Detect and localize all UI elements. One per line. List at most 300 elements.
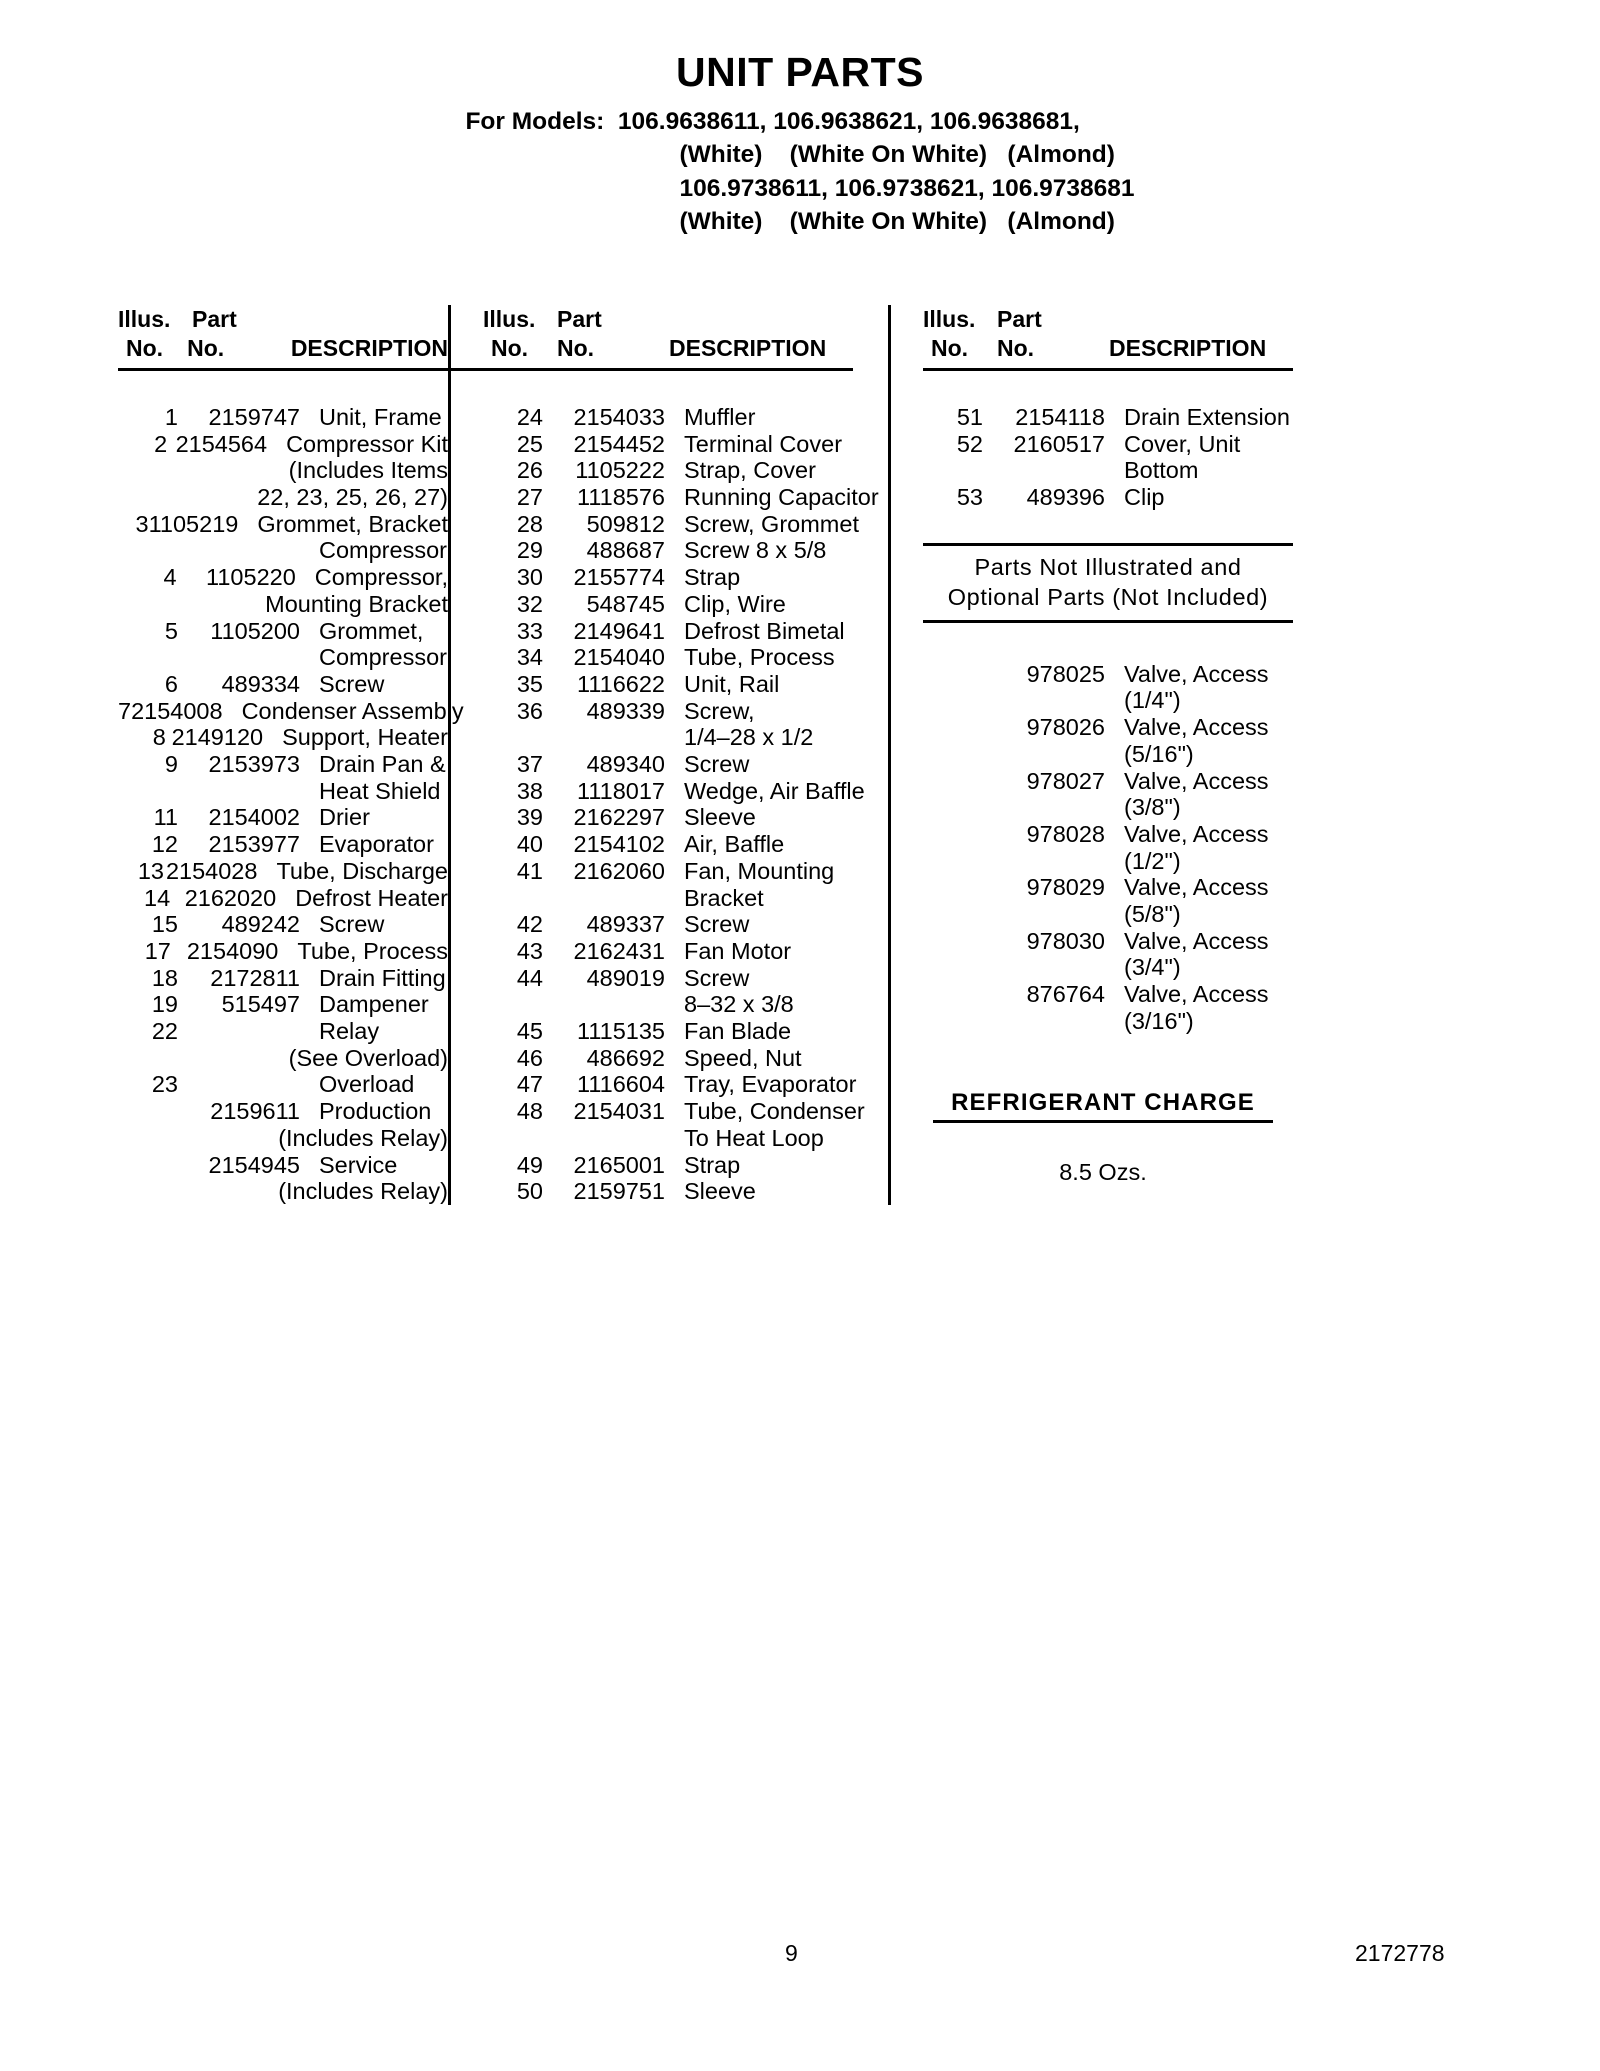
column-1-rows xyxy=(118,403,464,1205)
parts-row xyxy=(483,457,888,484)
part-description: Running Capacitor xyxy=(684,483,879,510)
parts-columns xyxy=(0,305,1600,1205)
part-number xyxy=(158,484,239,511)
part-number: 2165001 xyxy=(573,1151,665,1178)
illus-number: 51 xyxy=(956,403,983,430)
parts-row xyxy=(483,404,888,431)
illus-number xyxy=(923,928,983,955)
part-description: Sleeve xyxy=(684,1178,756,1205)
part-number: 2159751 xyxy=(573,1178,665,1205)
illus-number xyxy=(118,1125,165,1152)
not-illustrated-title-line-2: Optional Parts (Not Included) xyxy=(947,583,1269,610)
model-line-1: For Models: 106.9638611, 106.9638621, 106.9638681, xyxy=(465,108,1080,135)
not-illustrated-title xyxy=(923,546,1293,617)
parts-row xyxy=(118,697,464,725)
parts-row xyxy=(118,965,448,992)
illus-number: 27 xyxy=(516,483,543,510)
part-description: Drain Extension xyxy=(1124,403,1290,430)
illus-number xyxy=(923,741,983,768)
part-number xyxy=(178,644,300,671)
illus-number: 5 xyxy=(164,617,178,644)
parts-row xyxy=(118,1071,448,1098)
parts-row xyxy=(483,1152,888,1179)
part-description: Strap, Cover xyxy=(684,457,816,484)
part-number: 2154118 xyxy=(1015,403,1105,430)
illus-number: 49 xyxy=(516,1151,543,1178)
part-description: (5/16") xyxy=(1124,740,1194,767)
illus-number xyxy=(118,644,178,671)
parts-row xyxy=(118,858,448,885)
refrigerant-charge-section xyxy=(923,1089,1328,1186)
illus-number xyxy=(923,661,983,688)
column-3-rows xyxy=(923,404,1328,511)
column-2-header xyxy=(483,305,888,367)
part-description: Strap xyxy=(684,564,741,591)
illus-number: 29 xyxy=(516,537,543,564)
illus-number: 45 xyxy=(516,1018,543,1045)
parts-row xyxy=(923,928,1328,955)
part-description: Evaporator xyxy=(319,831,434,858)
part-number: 1116622 xyxy=(577,670,665,697)
part-description: Tube, Discharge xyxy=(276,857,448,884)
illus-number xyxy=(118,457,168,484)
illus-number xyxy=(118,1178,165,1205)
header-part-line2: No. xyxy=(187,335,225,362)
parts-row xyxy=(118,751,448,778)
part-number xyxy=(543,885,665,912)
parts-row xyxy=(483,1045,888,1072)
part-description: Valve, Access xyxy=(1124,767,1269,794)
illus-number: 32 xyxy=(516,590,543,617)
parts-row xyxy=(483,618,888,645)
part-description: Tray, Evaporator xyxy=(684,1071,857,1098)
part-number: 1116604 xyxy=(577,1071,665,1098)
part-description: Fan Blade xyxy=(684,1018,792,1045)
refrigerant-charge-value: 8.5 Ozs. xyxy=(1059,1158,1147,1185)
illus-number: 14 xyxy=(144,884,171,911)
parts-row xyxy=(118,537,448,564)
model-line-2: (White) (White On White) (Almond) xyxy=(679,141,1115,169)
illus-number: 44 xyxy=(516,964,543,991)
illus-number: 48 xyxy=(516,1098,543,1125)
parts-row xyxy=(118,1125,448,1152)
illus-number xyxy=(923,794,983,821)
part-number: 2154090 xyxy=(186,937,279,964)
part-description: Relay xyxy=(319,1018,380,1045)
part-number: 2154102 xyxy=(573,831,665,858)
parts-row xyxy=(483,831,888,858)
part-description: Tube, Process xyxy=(297,937,448,964)
parts-row xyxy=(483,885,888,912)
part-description: Compressor Kit xyxy=(286,430,448,457)
header-illus-line1: Illus. xyxy=(118,306,171,332)
part-description: (1/2") xyxy=(1124,847,1181,874)
parts-row xyxy=(118,591,448,618)
part-description: Compressor, xyxy=(314,564,448,591)
column-2-rows xyxy=(483,404,888,1205)
illus-number: 26 xyxy=(516,457,543,484)
parts-row xyxy=(118,484,448,511)
parts-row xyxy=(118,1152,448,1179)
part-number: 2162431 xyxy=(573,937,665,964)
part-number: 489340 xyxy=(586,751,665,778)
part-description: Heat Shield xyxy=(319,777,441,804)
part-number xyxy=(178,1071,300,1098)
part-description: Grommet, xyxy=(319,617,424,644)
part-description: Valve, Access xyxy=(1124,660,1269,687)
parts-row xyxy=(118,564,448,591)
illus-number: 28 xyxy=(516,510,543,537)
part-number xyxy=(543,991,665,1018)
header-illus-line2: No. xyxy=(931,335,969,362)
part-number: 2154033 xyxy=(573,403,665,430)
illus-number xyxy=(483,1125,543,1152)
part-number xyxy=(983,457,1105,484)
part-description: Valve, Access xyxy=(1124,927,1269,954)
parts-row xyxy=(923,1008,1328,1035)
part-description: Overload xyxy=(319,1071,415,1098)
part-description: Service xyxy=(319,1151,398,1178)
illus-number xyxy=(923,954,983,981)
header-description: DESCRIPTION xyxy=(1109,335,1267,362)
parts-row xyxy=(483,911,888,938)
parts-row xyxy=(483,751,888,778)
part-number xyxy=(983,954,1105,981)
illus-number xyxy=(923,901,983,928)
parts-row xyxy=(118,938,448,965)
illus-number: 37 xyxy=(516,751,543,778)
part-number: 548745 xyxy=(586,590,665,617)
header-part-line1: Part xyxy=(997,306,1042,332)
part-number xyxy=(165,1125,260,1152)
not-illustrated-rows xyxy=(923,661,1328,1035)
parts-row xyxy=(923,661,1328,688)
parts-row xyxy=(923,794,1328,821)
illus-number: 17 xyxy=(144,937,171,964)
part-number: 489019 xyxy=(586,964,665,991)
part-number: 2153977 xyxy=(208,831,300,858)
illus-number: 41 xyxy=(516,857,543,884)
part-number: 978028 xyxy=(1026,820,1105,847)
part-description: Defrost Heater xyxy=(295,884,448,911)
part-description: To Heat Loop xyxy=(684,1124,824,1151)
page-header xyxy=(0,0,1600,238)
part-number: 2162060 xyxy=(573,857,665,884)
parts-row xyxy=(483,804,888,831)
part-description: Valve, Access xyxy=(1124,874,1269,901)
illus-number: 52 xyxy=(956,430,983,457)
part-number: 1118576 xyxy=(577,483,665,510)
part-number xyxy=(543,1125,665,1152)
column-3-header-rule xyxy=(923,368,1293,371)
parts-column-1 xyxy=(0,305,464,1205)
illus-number: 40 xyxy=(516,831,543,858)
part-number: 489339 xyxy=(586,697,665,724)
part-number: 509812 xyxy=(586,510,665,537)
parts-row xyxy=(483,671,888,698)
parts-row xyxy=(483,1178,888,1205)
parts-row xyxy=(923,954,1328,981)
illus-number xyxy=(118,591,160,618)
parts-row xyxy=(118,804,448,831)
part-number xyxy=(983,687,1105,714)
part-description: Fan, Mounting xyxy=(684,857,835,884)
document-number: 2172778 xyxy=(1355,1940,1445,1966)
part-number: 2149641 xyxy=(573,617,665,644)
part-description: Drain Pan & xyxy=(319,751,446,778)
illus-number: 46 xyxy=(516,1044,543,1071)
part-number xyxy=(178,778,300,805)
illus-number: 24 xyxy=(516,403,543,430)
part-number xyxy=(160,591,246,618)
illus-number xyxy=(923,848,983,875)
illus-number: 15 xyxy=(151,911,178,938)
part-description: Dampener xyxy=(319,991,429,1018)
illus-number xyxy=(118,778,178,805)
part-number: 2162297 xyxy=(573,804,665,831)
illus-number: 12 xyxy=(151,831,178,858)
header-part-line1: Part xyxy=(192,306,237,332)
part-number: 489334 xyxy=(221,670,300,697)
part-number: 1105219 xyxy=(148,510,239,537)
illus-number: 50 xyxy=(516,1178,543,1205)
illus-number xyxy=(923,457,983,484)
illus-number xyxy=(923,768,983,795)
part-description: Compressor xyxy=(319,537,447,564)
parts-row xyxy=(923,874,1328,901)
part-description: Screw xyxy=(319,911,385,938)
illus-number xyxy=(923,1008,983,1035)
part-description: (1/4") xyxy=(1124,687,1181,714)
illus-number: 2 xyxy=(154,430,168,457)
part-description: Screw xyxy=(684,751,750,778)
part-description: Tube, Condenser xyxy=(684,1098,865,1125)
parts-row xyxy=(118,1045,448,1072)
header-part-line2: No. xyxy=(997,335,1035,362)
illus-number: 36 xyxy=(516,697,543,724)
part-description: (Includes Items xyxy=(288,457,448,484)
part-description: Clip xyxy=(1124,483,1165,510)
part-number xyxy=(983,741,1105,768)
illus-number: 38 xyxy=(516,777,543,804)
parts-row xyxy=(483,484,888,511)
illus-number: 53 xyxy=(956,483,983,510)
model-numbers-block xyxy=(465,105,1134,238)
part-number xyxy=(543,724,665,751)
parts-row xyxy=(118,671,448,698)
illus-number: 22 xyxy=(151,1018,178,1045)
part-description: Terminal Cover xyxy=(684,430,843,457)
part-number: 2159611 xyxy=(210,1098,300,1125)
column-1-header xyxy=(118,305,448,367)
illus-number: 43 xyxy=(516,937,543,964)
part-description: Valve, Access xyxy=(1124,714,1269,741)
part-number: 2154040 xyxy=(573,644,665,671)
parts-row xyxy=(118,618,448,645)
part-number: 2155774 xyxy=(573,564,665,591)
header-illus-line2: No. xyxy=(491,335,529,362)
part-description: Bottom xyxy=(1124,457,1199,484)
column-3-header xyxy=(923,305,1328,367)
column-2-header-rule xyxy=(483,368,853,371)
part-description: Drain Fitting xyxy=(319,964,446,991)
part-number: 978027 xyxy=(1026,767,1105,794)
part-description: Unit, Frame xyxy=(319,403,442,430)
part-description: Support, Heater xyxy=(282,724,448,751)
parts-row xyxy=(923,741,1328,768)
parts-row xyxy=(483,858,888,885)
part-description: Clip, Wire xyxy=(684,590,786,617)
part-description: Strap xyxy=(684,1151,741,1178)
parts-row xyxy=(118,911,448,938)
part-number: 2172811 xyxy=(210,964,300,991)
illus-number: 33 xyxy=(516,617,543,644)
part-number: 2160517 xyxy=(1013,430,1105,457)
illus-number xyxy=(923,714,983,741)
part-description: Mounting Bracket xyxy=(265,590,448,617)
parts-row xyxy=(923,848,1328,875)
part-description: Screw, Grommet xyxy=(684,510,859,537)
parts-row xyxy=(483,1125,888,1152)
illus-number: 1 xyxy=(164,403,178,430)
parts-column-3 xyxy=(888,305,1328,1205)
part-number: 489396 xyxy=(1026,483,1105,510)
part-number: 1105222 xyxy=(575,457,665,484)
model-line-3: 106.9738611, 106.9738621, 106.9738681 xyxy=(679,174,1135,202)
part-description: Bracket xyxy=(684,884,764,911)
illus-number xyxy=(923,687,983,714)
part-description: Valve, Access xyxy=(1124,981,1269,1008)
parts-row xyxy=(483,991,888,1018)
part-description: Screw 8 x 5/8 xyxy=(684,537,827,564)
parts-row xyxy=(483,1018,888,1045)
part-number xyxy=(168,457,270,484)
parts-row xyxy=(483,724,888,751)
part-description: (3/16") xyxy=(1124,1007,1194,1034)
part-description: Compressor xyxy=(319,644,447,671)
illus-number xyxy=(118,1098,178,1125)
header-part-line2: No. xyxy=(557,335,595,362)
parts-row xyxy=(923,901,1328,928)
not-illustrated-rule-bottom xyxy=(923,620,1293,623)
part-number: 1118017 xyxy=(577,777,665,804)
part-number: 2154031 xyxy=(573,1098,665,1125)
part-number: 978025 xyxy=(1026,660,1105,687)
illus-number xyxy=(483,885,543,912)
parts-row xyxy=(923,687,1328,714)
illus-number: 7 xyxy=(118,697,132,724)
parts-row xyxy=(923,457,1328,484)
part-number: 978030 xyxy=(1026,927,1105,954)
parts-row xyxy=(118,404,448,431)
parts-row xyxy=(483,698,888,725)
parts-column-2 xyxy=(448,305,888,1205)
part-description: Air, Baffle xyxy=(684,831,785,858)
parts-row xyxy=(118,511,448,538)
illus-number: 35 xyxy=(516,670,543,697)
model-line-4: (White) (White On White) (Almond) xyxy=(679,207,1115,235)
parts-row xyxy=(118,778,448,805)
part-description: 22, 23, 25, 26, 27) xyxy=(257,483,448,510)
illus-number: 13 xyxy=(137,857,164,884)
part-number: 2154008 xyxy=(131,697,223,724)
illus-number: 23 xyxy=(151,1071,178,1098)
part-description: 8–32 x 3/8 xyxy=(684,991,794,1018)
part-description: Unit, Rail xyxy=(684,670,780,697)
parts-row xyxy=(118,431,448,458)
parts-row xyxy=(923,768,1328,795)
part-number: 978026 xyxy=(1026,714,1105,741)
header-illus-line2: No. xyxy=(126,335,164,362)
parts-row xyxy=(483,431,888,458)
part-number: 2154002 xyxy=(208,804,300,831)
part-description: (5/8") xyxy=(1124,901,1181,928)
header-part-line1: Part xyxy=(557,306,602,332)
part-number: 488687 xyxy=(586,537,665,564)
parts-row xyxy=(923,821,1328,848)
part-description: Grommet, Bracket xyxy=(257,510,448,537)
part-description: Drier xyxy=(319,804,370,831)
illus-number xyxy=(118,484,158,511)
part-number: 489337 xyxy=(586,911,665,938)
part-description: Condenser Assembly xyxy=(241,697,464,724)
parts-row xyxy=(483,1098,888,1125)
parts-row xyxy=(118,644,448,671)
not-illustrated-title-line-1: Parts Not Illustrated and xyxy=(974,553,1242,580)
part-description: Tube, Process xyxy=(684,644,835,671)
parts-row xyxy=(923,981,1328,1008)
illus-number: 9 xyxy=(164,751,178,778)
part-number: 2159747 xyxy=(208,403,300,430)
part-number: 1115135 xyxy=(577,1018,665,1045)
part-description: (3/4") xyxy=(1124,954,1181,981)
illus-number: 4 xyxy=(163,564,177,591)
part-number xyxy=(983,1008,1105,1035)
parts-row xyxy=(483,644,888,671)
parts-row xyxy=(483,591,888,618)
parts-row xyxy=(923,431,1328,458)
parts-row xyxy=(118,1098,448,1125)
illus-number xyxy=(118,1045,168,1072)
parts-row xyxy=(923,404,1328,431)
header-description: DESCRIPTION xyxy=(290,335,448,362)
illus-number xyxy=(118,1152,178,1179)
part-description: Valve, Access xyxy=(1124,820,1269,847)
part-number xyxy=(983,794,1105,821)
parts-row xyxy=(923,484,1328,511)
parts-row xyxy=(118,1018,448,1045)
page-number: 9 xyxy=(785,1940,798,1966)
part-number: 2154452 xyxy=(573,430,665,457)
part-description: 1/4–28 x 1/2 xyxy=(684,724,814,751)
illus-number xyxy=(923,981,983,1008)
parts-row xyxy=(483,1071,888,1098)
part-number xyxy=(168,1045,270,1072)
part-number: 515497 xyxy=(221,991,300,1018)
illus-number: 18 xyxy=(151,964,178,991)
part-number: 489242 xyxy=(221,911,300,938)
parts-row xyxy=(483,564,888,591)
parts-row xyxy=(483,511,888,538)
part-description: (See Overload) xyxy=(288,1044,448,1071)
part-number xyxy=(178,537,300,564)
illus-number xyxy=(483,724,543,751)
part-description: Screw xyxy=(319,670,385,697)
part-number xyxy=(983,901,1105,928)
part-description: Screw xyxy=(684,911,750,938)
part-number: 2154564 xyxy=(175,430,268,457)
illus-number xyxy=(923,821,983,848)
